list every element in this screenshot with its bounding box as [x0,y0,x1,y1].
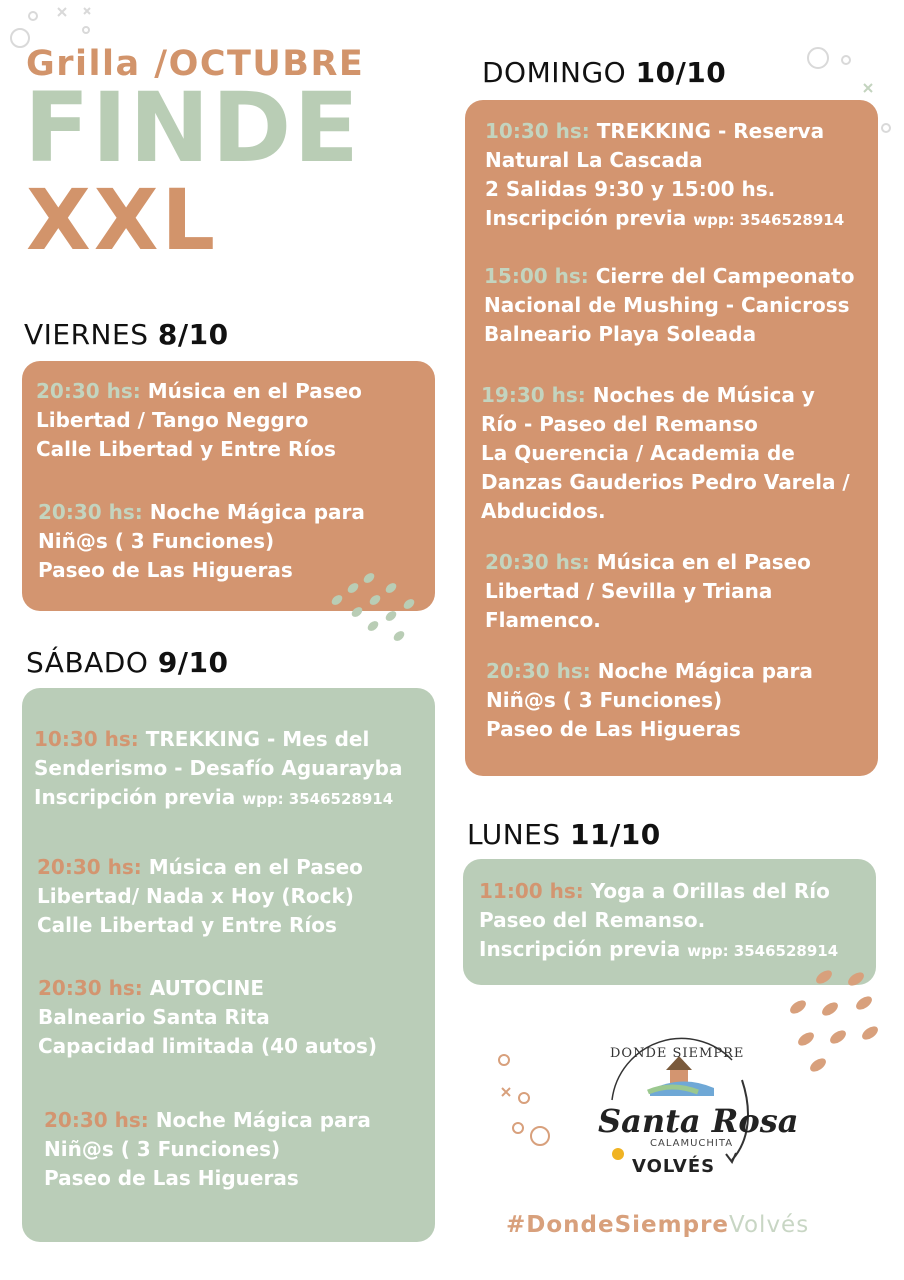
event-line: TREKKING - Reserva [596,119,825,143]
decor-leaf-dots-orange [780,965,890,1080]
event [34,725,402,814]
day-date: 8/10 [157,318,229,351]
day-date: 9/10 [157,646,229,679]
day-label: VIERNES [24,318,149,351]
day-title-sabado [26,646,229,679]
event-line: Noche Mágica para [597,659,813,683]
event-time: 20:30 hs: [44,1108,149,1132]
event-time: 20:30 hs: [38,500,143,524]
header-xxl: XXL [26,171,219,269]
event-line: Balneario Santa Rita [38,1005,270,1029]
decor-logo-left [492,1050,562,1150]
card-domingo [465,100,878,776]
event-line: Libertad / Tango Neggro [36,408,309,432]
event-line: Inscripción previa [34,785,236,809]
event-line: Danzas Gauderios Pedro Varela / [481,470,850,494]
event-time: 20:30 hs: [38,976,143,1000]
hashtag-part3: Volvés [729,1212,810,1238]
day-label: DOMINGO [482,56,627,89]
event-time: 20:30 hs: [37,855,142,879]
event-line: Música en el Paseo [147,379,362,403]
event-time: 11:00 hs: [479,879,584,903]
event-line: TREKKING - Mes del [145,727,370,751]
event-line: Noche Mágica para [155,1108,371,1132]
event-time: 19:30 hs: [481,383,586,407]
day-title-domingo [482,56,726,89]
event-line: Libertad / Sevilla y Triana [485,579,773,603]
event [484,262,854,349]
event-line: Niñ@s ( 3 Funciones) [38,529,275,553]
event-line: Balneario Playa Soleada [484,322,757,346]
event-line: Inscripción previa [485,206,687,230]
event [36,377,362,464]
event [481,381,850,526]
logo-santa-rosa [592,1030,799,1190]
header-finde: FINDE [24,72,361,184]
event [486,657,813,744]
event [485,117,844,235]
day-label: LUNES [467,818,561,851]
event-line: Calle Libertad y Entre Ríos [36,437,336,461]
card-sabado [22,688,435,1242]
header-grilla: Grilla /OCTUBRE [26,44,365,84]
event-line: Natural La Cascada [485,148,703,172]
event-line: Libertad/ Nada x Hoy (Rock) [37,884,354,908]
event-line: Paseo de Las Higueras [486,717,741,741]
event [37,853,363,940]
event-line: Música en el Paseo [596,550,811,574]
event-line: Noche Mágica para [149,500,365,524]
day-label: SÁBADO [26,646,149,679]
event [38,974,377,1061]
day-date: 10/10 [635,56,727,89]
event-line: Río - Paseo del Remanso [481,412,758,436]
logo-name: Santa Rosa [598,1102,799,1140]
event [479,877,838,966]
event-line: Abducidos. [481,499,606,523]
event-line: Paseo del Remanso. [479,908,706,932]
event-line: Niñ@s ( 3 Funciones) [44,1137,281,1161]
event-line: Yoga a Orillas del Río [590,879,830,903]
day-title-viernes [24,318,229,351]
event-line: La Querencia / Academia de [481,441,795,465]
event-time: 20:30 hs: [485,550,590,574]
event-line: Cierre del Campeonato [595,264,855,288]
logo-sub: CALAMUCHITA [650,1138,734,1149]
event-line: AUTOCINE [149,976,265,1000]
event-line: Paseo de Las Higueras [44,1166,299,1190]
event [38,498,365,585]
day-title-lunes [467,818,661,851]
event-time: 15:00 hs: [484,264,589,288]
event-line: Niñ@s ( 3 Funciones) [486,688,723,712]
event-line: 2 Salidas 9:30 y 15:00 hs. [485,177,776,201]
event-time: 10:30 hs: [485,119,590,143]
event [44,1106,371,1193]
event [485,548,811,635]
event-time: 10:30 hs: [34,727,139,751]
logo-bottom: VOLVÉS [632,1156,716,1177]
hashtag [506,1212,809,1238]
event-time: 20:30 hs: [36,379,141,403]
day-date: 11/10 [570,818,661,851]
event-line: Noches de Música y [592,383,815,407]
event-line: Nacional de Mushing - Canicross [484,293,850,317]
hashtag-part2: Siempre [614,1212,730,1238]
event-line: Flamenco. [485,608,601,632]
event-line: Senderismo - Desafío Aguarayba [34,756,403,780]
event-time: 20:30 hs: [486,659,591,683]
event-line: Paseo de Las Higueras [38,558,293,582]
event-wpp: wpp: 3546528914 [693,211,845,229]
event-line: Inscripción previa [479,937,681,961]
event-line: Capacidad limitada (40 autos) [38,1034,378,1058]
decor-leaf-dots-green [325,570,425,655]
hashtag-part1: #Donde [506,1212,615,1238]
event-line: Música en el Paseo [148,855,363,879]
event-line: Calle Libertad y Entre Ríos [37,913,337,937]
logo-top-text: DONDE SIEMPRE [610,1046,745,1061]
event-wpp: wpp: 3546528914 [687,942,839,960]
event-wpp: wpp: 3546528914 [242,790,394,808]
